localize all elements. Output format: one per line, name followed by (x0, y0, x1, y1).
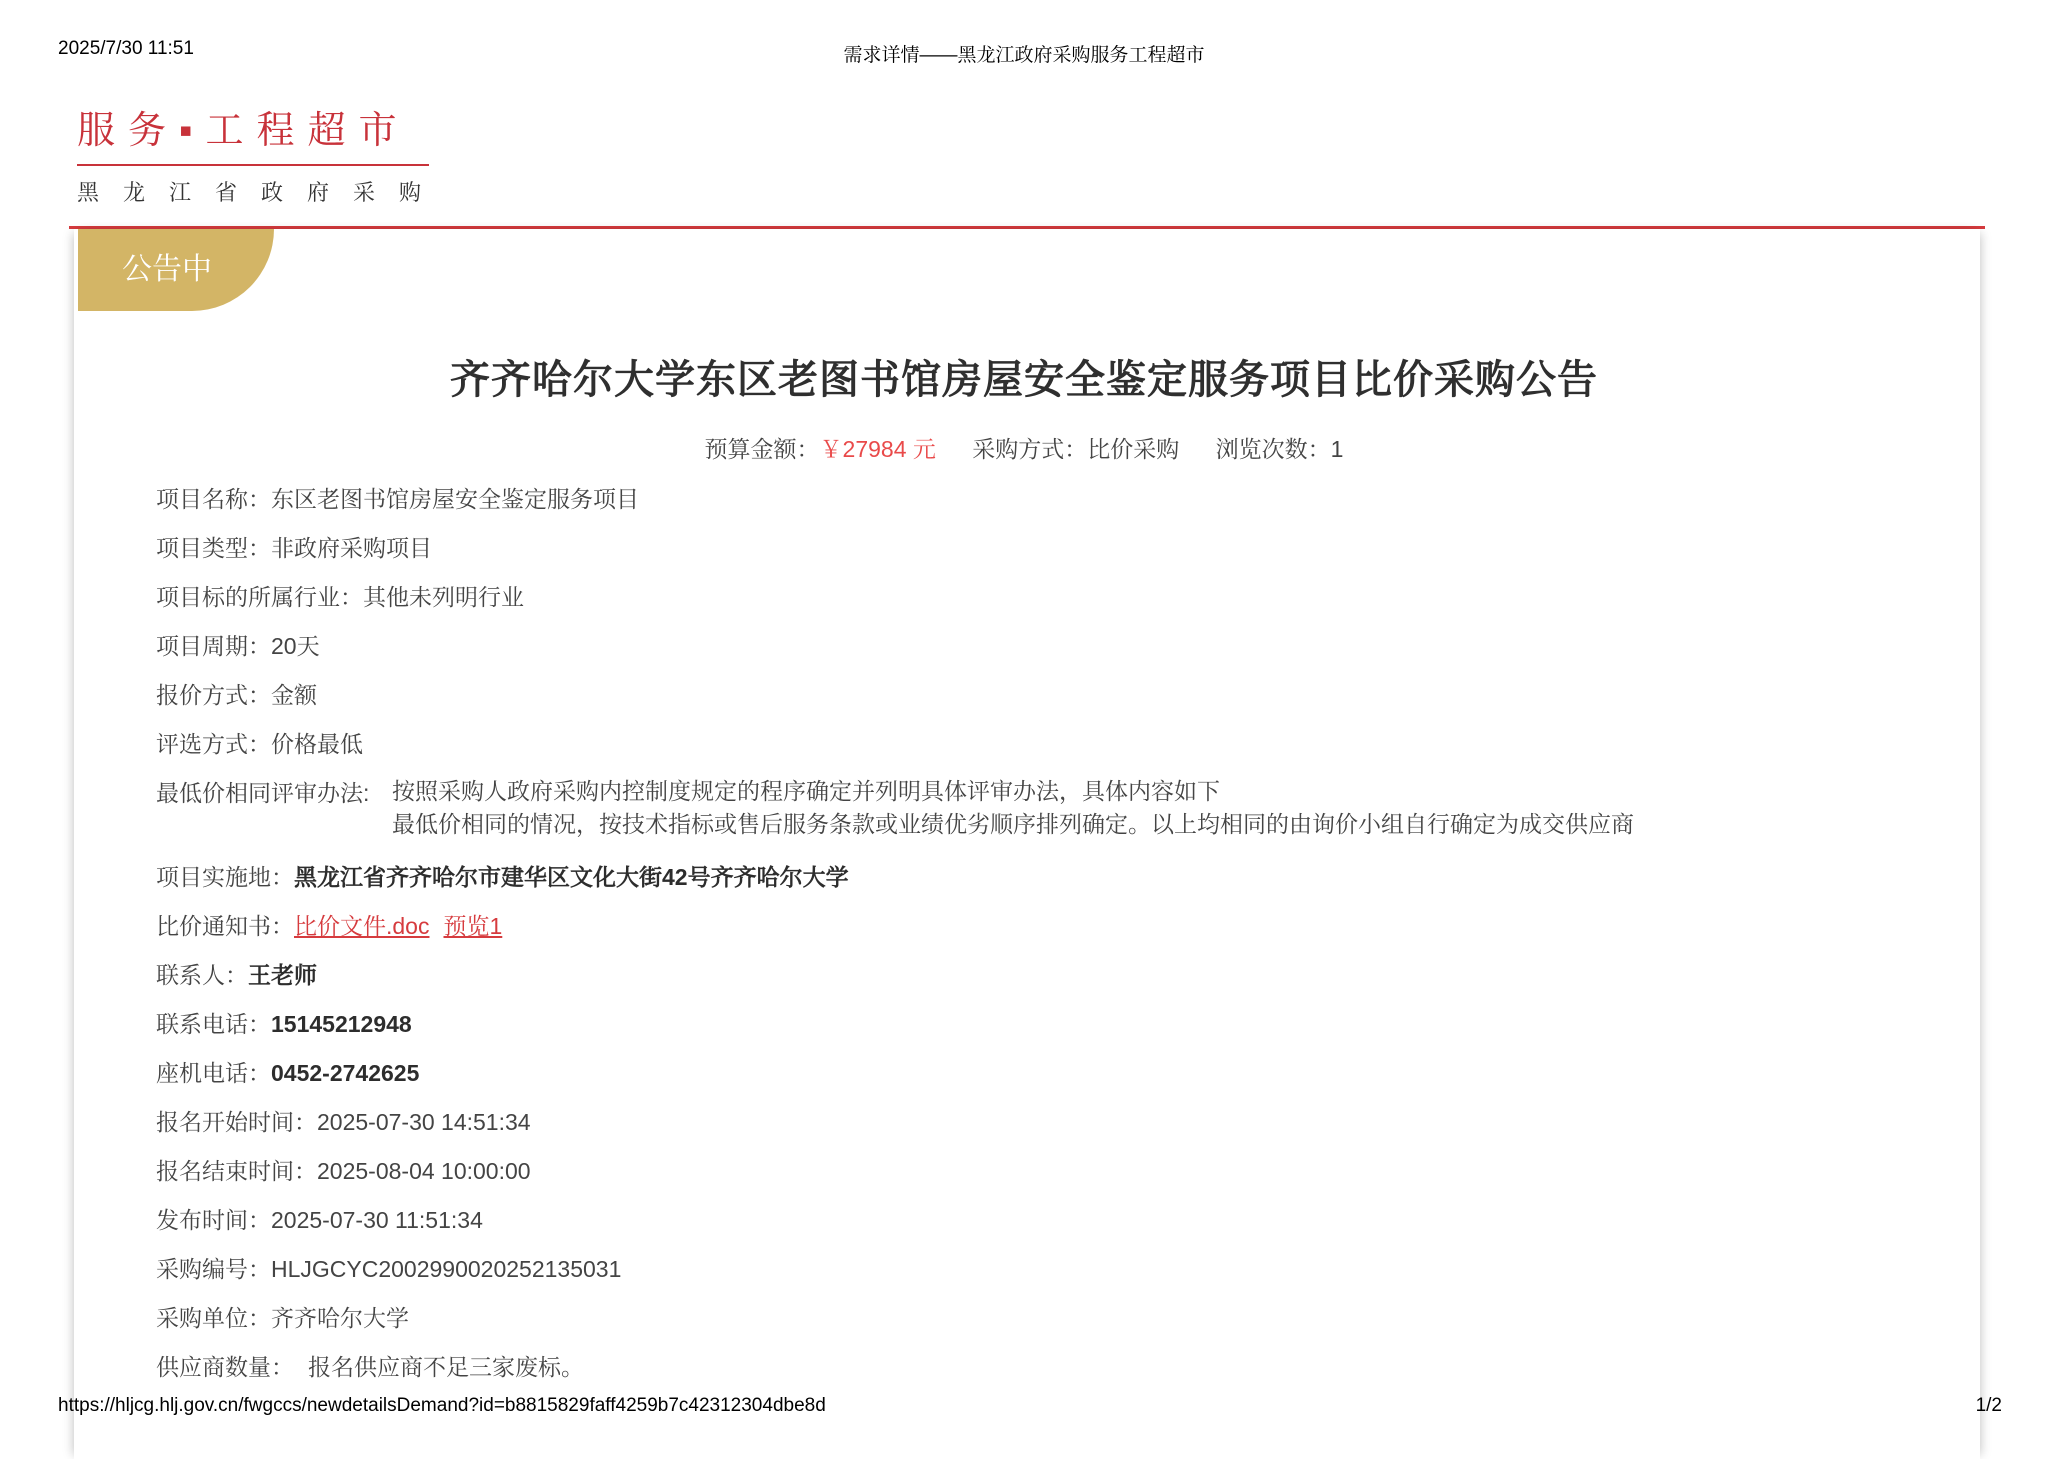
field-value: 2025-08-04 10:00:00 (317, 1158, 531, 1184)
field-notice-doc (156, 908, 516, 941)
field-value: 2025-07-30 14:51:34 (317, 1109, 531, 1135)
field-label: 联系人： (156, 962, 248, 988)
field-value: HLJGCYC2002990020252135031 (271, 1256, 622, 1282)
field-label: 报名结束时间： (156, 1158, 317, 1184)
logo-subtitle: 黑龙江省政府采购 (77, 180, 446, 205)
status-badge: 公告中 (78, 229, 274, 311)
field-value: 2025-07-30 11:51:34 (271, 1207, 483, 1233)
site-logo[interactable] (77, 108, 446, 207)
field-phone (156, 1006, 412, 1039)
field-value: 价格最低 (271, 731, 363, 757)
field-label: 采购单位： (156, 1305, 271, 1331)
method-label: 采购方式： (972, 436, 1088, 462)
field-label: 项目名称： (156, 486, 271, 512)
field-quote-method (156, 677, 317, 710)
logo-title: 服务▪工程超市 (77, 110, 410, 152)
page-title: 齐齐哈尔大学东区老图书馆房屋安全鉴定服务项目比价采购公告 (450, 358, 1598, 402)
budget-label: 预算金额： (704, 436, 820, 462)
budget-info (705, 431, 936, 464)
field-label: 发布时间： (156, 1207, 271, 1233)
field-tie-rule (156, 775, 1634, 845)
field-value: 齐齐哈尔大学 (271, 1305, 409, 1331)
doc-download-link[interactable]: 比价文件.doc (294, 913, 430, 939)
field-landline (156, 1055, 419, 1088)
field-project-name (156, 481, 639, 514)
field-value: 其他未列明行业 (363, 584, 524, 610)
field-value: 王老师 (248, 962, 317, 988)
doc-preview-link[interactable]: 预览1 (443, 913, 503, 939)
tie-rule-line: 按照采购人政府采购内控制度规定的程序确定并列明具体评审办法，具体内容如下 (392, 778, 1220, 804)
procurement-method-info (972, 431, 1179, 464)
field-value: 0452-2742625 (271, 1060, 420, 1086)
field-value: 非政府采购项目 (271, 535, 432, 561)
field-label: 联系电话： (156, 1011, 271, 1037)
field-label: 项目类型： (156, 535, 271, 561)
field-location (156, 859, 849, 892)
field-value: 报名供应商不足三家废标。 (308, 1354, 584, 1380)
field-value: 金额 (271, 682, 317, 708)
field-value: 黑龙江省齐齐哈尔市建华区文化大街42号齐齐哈尔大学 (294, 864, 849, 890)
view-count-info (1216, 431, 1344, 464)
field-procurement-number (156, 1251, 621, 1284)
field-project-type (156, 530, 432, 563)
field-selection-method (156, 726, 363, 759)
field-value: 东区老图书馆房屋安全鉴定服务项目 (271, 486, 639, 512)
field-label: 项目实施地： (156, 864, 294, 890)
field-supplier-count (156, 1349, 584, 1382)
field-label: 最低价相同评审办法: (156, 780, 370, 806)
method-value: 比价采购 (1087, 436, 1180, 462)
tie-rule-text (392, 775, 1634, 841)
field-label: 比价通知书： (156, 913, 294, 939)
field-reg-start (156, 1104, 531, 1137)
field-period (156, 628, 320, 661)
logo-divider (77, 164, 429, 166)
budget-value: ￥27984 元 (819, 436, 936, 462)
tie-rule-line: 最低价相同的情况，按技术指标或售后服务条款或业绩优劣顺序排列确定。以上均相同的由询价小组自行确定为成交供应商 (392, 811, 1634, 837)
field-reg-end (156, 1153, 531, 1186)
field-value: 20天 (271, 633, 320, 659)
field-industry (156, 579, 524, 612)
field-label: 评选方式： (156, 731, 271, 757)
notice-meta (0, 431, 2048, 464)
print-page-number: 1/2 (1975, 1395, 2002, 1416)
field-contact (156, 957, 317, 990)
field-label: 供应商数量： (156, 1354, 294, 1380)
print-header (58, 38, 1990, 64)
field-value: 15145212948 (271, 1011, 412, 1037)
field-label: 项目周期： (156, 633, 271, 659)
views-label: 浏览次数： (1215, 436, 1331, 462)
field-publish-time (156, 1202, 483, 1235)
field-label: 报价方式： (156, 682, 271, 708)
field-label: 项目标的所属行业： (156, 584, 363, 610)
views-value: 1 (1330, 436, 1344, 462)
field-label: 座机电话： (156, 1060, 271, 1086)
print-datetime: 2025/7/30 11:51 (58, 38, 194, 59)
print-url: https://hljcg.hlj.gov.cn/fwgccs/newdetailsDemand?id=b8815829faff4259b7c42312304dbe8d (58, 1395, 826, 1416)
field-buyer (156, 1300, 409, 1333)
field-label: 报名开始时间： (156, 1109, 317, 1135)
field-label: 采购编号： (156, 1256, 271, 1282)
print-page-title: 需求详情——黑龙江政府采购服务工程超市 (843, 45, 1205, 66)
